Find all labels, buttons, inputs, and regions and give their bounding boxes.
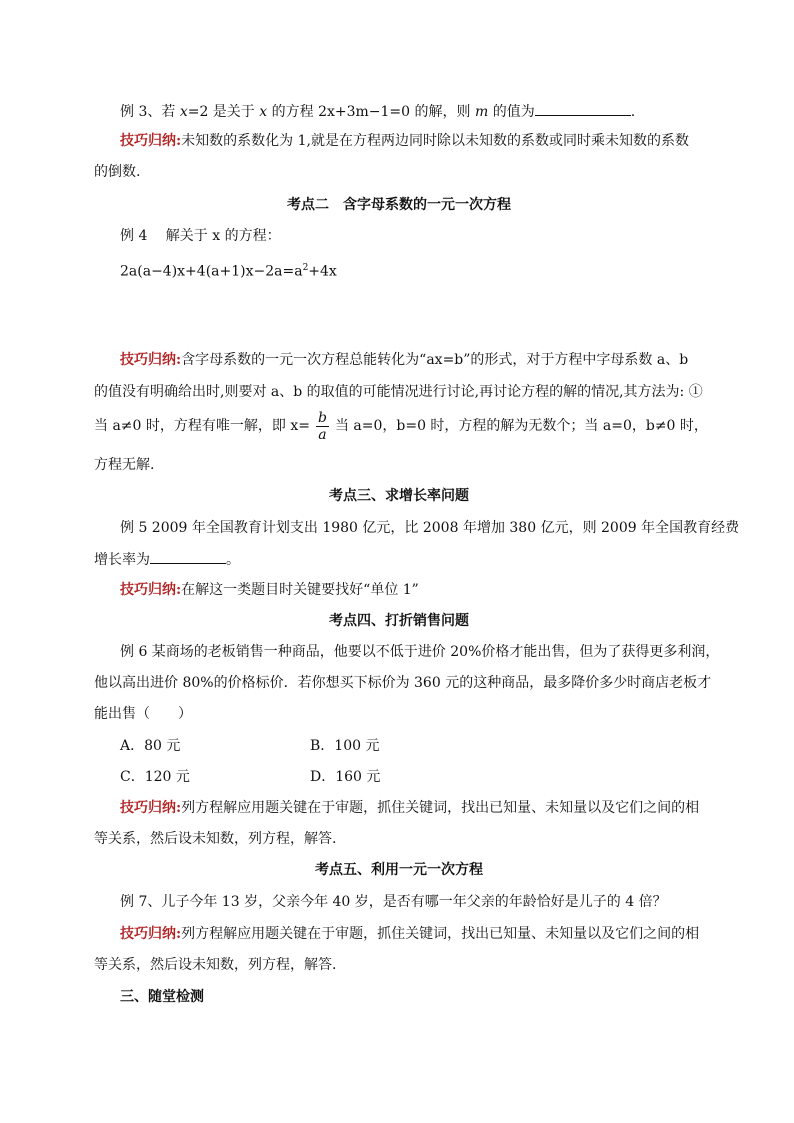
ex3-var: m <box>474 104 489 120</box>
tip-label: 技巧归纳: <box>120 582 182 598</box>
tip-text: 在解这一类题目时关键要找好“单位 1” <box>181 582 419 598</box>
tip-4-cont <box>94 829 704 849</box>
ex3-text: 的解，则 <box>410 104 475 120</box>
tip-label: 技巧归纳: <box>120 926 182 942</box>
ex4-equation: +4x <box>308 263 337 280</box>
tip-label: 技巧归纳: <box>120 800 182 816</box>
ex3-text: 例 3、若 <box>120 104 180 120</box>
tip-text: 当 a≠0 时，方程有唯一解，即 x= <box>94 418 310 434</box>
section-3-title: 考点三、求增长率问题 <box>329 488 469 504</box>
ex3-text: . <box>630 104 636 120</box>
tip-2-line2 <box>94 382 704 402</box>
ex3-text: 的值为 <box>488 104 535 120</box>
tip-text: 的倒数. <box>94 164 141 180</box>
tip-text: 未知数的系数化为 1,就是在方程两边同时除以未知数的系数或同时乘未知数的系数 <box>181 133 689 149</box>
option-a: A．80 元 <box>120 738 181 754</box>
section-4-title: 考点四、打折销售问题 <box>329 613 469 629</box>
tip-text: 等关系，然后设未知数，列方程，解答. <box>94 957 337 973</box>
ex3-var: x <box>179 104 188 120</box>
section-6-title: 三、随堂检测 <box>120 989 204 1005</box>
tip-text: 含字母系数的一元一次方程总能转化为“ax=b”的形式，对于方程中字母系数 a、b <box>181 352 689 368</box>
ex7-text: 例 7、儿子今年 13 岁，父亲今年 40 岁，是否有哪一年父亲的年龄恰好是儿子的 4 倍？ <box>120 894 667 910</box>
tip-4 <box>120 798 730 818</box>
option-d: D．160 元 <box>310 769 381 785</box>
fraction-numerator: b <box>317 409 327 426</box>
option-c: C．120 元 <box>120 769 190 785</box>
ex3-text: 的方程 <box>267 104 319 120</box>
option-b: B．100 元 <box>310 738 380 754</box>
example-3 <box>120 101 730 122</box>
example-4-equation <box>120 258 730 282</box>
ex3-var: x <box>259 104 268 120</box>
ex4-exponent: 2 <box>302 263 309 273</box>
tip-text: 列方程解应用题关键在于审题，抓住关键词，找出已知量、未知量以及它们之间的相 <box>181 800 700 816</box>
ex5-text: 例 5 2009 年全国教育计划支出 1980 亿元，比 2008 年增加 380 亿元，则 2009 年全国教育经费 <box>120 520 740 536</box>
tip-label: 技巧归纳: <box>120 133 182 149</box>
ex4-text: 例 4 解关于 x 的方程： <box>120 228 281 244</box>
ex3-text: =2 是关于 <box>187 104 260 120</box>
tip-text: 的值没有明确给出时,则要对 a、b 的取值的可能情况进行讨论,再讨论方程的解的情况,其方法为: ① <box>94 384 703 400</box>
tip-text: 方程无解. <box>94 457 155 473</box>
ex4-equation: 2a(a−4)x+4(a+1)x−2a=a <box>120 263 303 280</box>
example-6-line3 <box>94 704 704 724</box>
tip-2-line4 <box>94 455 704 475</box>
tip-text: 当 a=0，b=0 时，方程的解为无数个；当 a=0，b≠0 时， <box>334 418 708 434</box>
section-2-title: 考点二 含字母系数的一元一次方程 <box>287 197 511 213</box>
tip-text: 列方程解应用题关键在于审题，抓住关键词，找出已知量、未知量以及它们之间的相 <box>181 926 700 942</box>
ex5-text: 增长率为 <box>94 552 150 568</box>
tip-5 <box>120 924 730 944</box>
tip-2 <box>120 350 730 370</box>
ex6-text: 例 6 某商场的老板销售一种商品，他要以不低于进价 20%价格才能出售，但为了获得更多利润， <box>120 644 720 660</box>
tip-1-cont <box>94 162 704 182</box>
section-5-title: 考点五、利用一元一次方程 <box>315 862 483 878</box>
tip-2-line3 <box>94 408 708 444</box>
ex6-text: 他以高出进价 80%的价格标价．若你想买下标价为 360 元的这种商品，最多降价多少时商店老板才 <box>94 675 712 691</box>
fraction-denominator: a <box>318 426 327 443</box>
ex5-text: 。 <box>226 552 240 568</box>
ex6-text: 能出售（ ） <box>94 706 192 722</box>
tip-5-cont <box>94 955 704 975</box>
example-4 <box>120 226 730 246</box>
tip-3 <box>120 580 730 600</box>
example-7 <box>120 892 730 912</box>
fraction-b-over-a <box>316 410 329 443</box>
tip-1 <box>120 131 730 151</box>
tip-label: 技巧归纳: <box>120 352 182 368</box>
example-6 <box>120 642 730 662</box>
answer-blank <box>150 549 226 564</box>
answer-blank <box>535 101 631 116</box>
tip-text: 等关系，然后设未知数，列方程，解答. <box>94 831 337 847</box>
example-5-cont <box>94 549 704 570</box>
ex3-equation: 2x+3m−1=0 <box>318 104 411 120</box>
example-5 <box>120 518 740 538</box>
example-6-line2 <box>94 673 712 693</box>
